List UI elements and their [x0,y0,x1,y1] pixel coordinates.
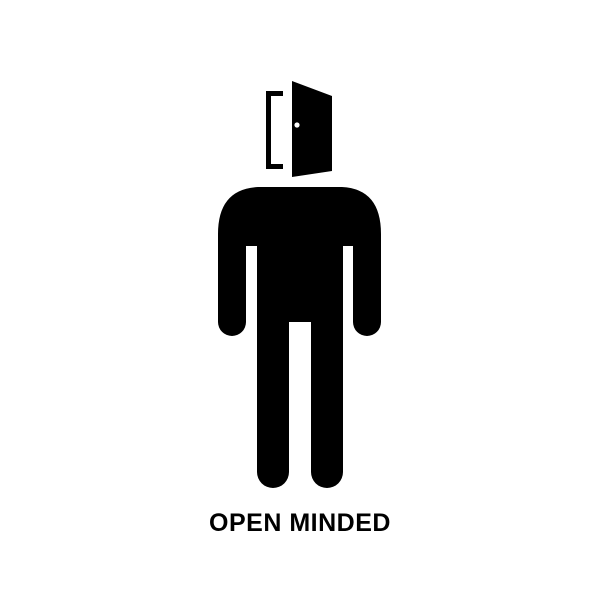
caption-title: OPEN MINDED [209,509,391,537]
person-body-icon [218,187,381,488]
door-knob-icon [294,122,299,127]
open-door-icon [292,81,332,177]
door-frame-icon [266,91,283,169]
